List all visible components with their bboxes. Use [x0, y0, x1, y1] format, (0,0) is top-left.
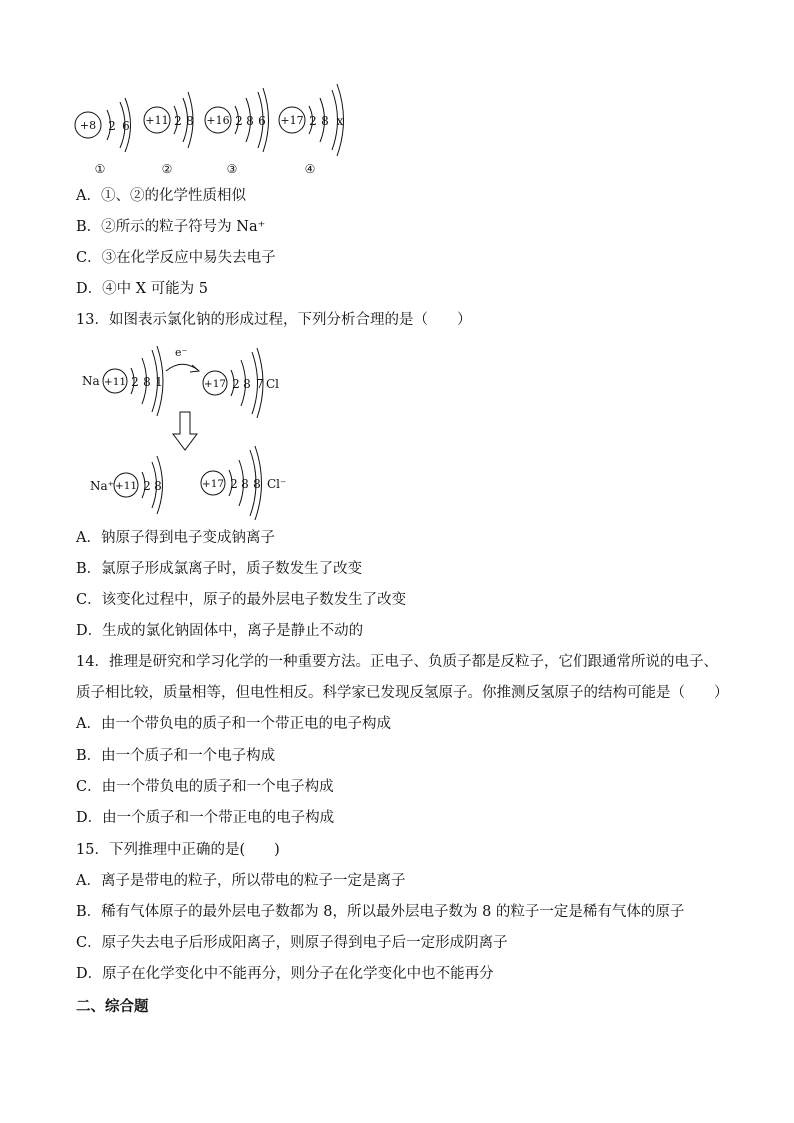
atom-3-nucleus: +16 — [206, 114, 230, 127]
q14-option-a: A．由一个带负电的质子和一个带正电的电子构成 — [76, 716, 391, 732]
q15-stem: 15．下列推理中正确的是( ) — [76, 842, 280, 858]
atom-diagram-4 — [279, 84, 344, 176]
down-arrow-icon — [173, 412, 197, 450]
q15-option-c: C．原子失去电子后形成阳离子，则原子得到电子后一定形成阴离子 — [76, 935, 508, 951]
atom-4-shell-2: 8 — [321, 114, 329, 128]
cl-ion-label: Cl⁻ — [267, 477, 287, 491]
atom-2-shell-1: 2 — [174, 114, 182, 128]
na-ion-label: Na⁺ — [90, 479, 114, 493]
cl-ion-nucleus: +17 — [201, 478, 225, 490]
chlorine-atom — [203, 348, 279, 418]
atom-1-shell-1: 2 — [108, 119, 116, 133]
q14-stem-line-1: 14．推理是研究和学习化学的一种重要方法。正电子、负质子都是反粒子，它们跟通常所说的电子、 — [76, 654, 718, 670]
atom-diagram-3 — [205, 88, 269, 176]
atom-3-label: ③ — [226, 162, 238, 176]
atom-4-shell-1: 2 — [309, 114, 317, 128]
atom-1-nucleus: +8 — [79, 119, 97, 132]
atom-1-shell-2: 6 — [122, 119, 130, 133]
atom-diagram-2 — [144, 92, 194, 176]
atom-3-shell-1: 2 — [235, 114, 243, 128]
atom-4-shell-3: x — [336, 114, 344, 128]
q14-option-b: B．由一个质子和一个电子构成 — [76, 748, 276, 764]
q12-option-d: D．④中 X 可能为 5 — [76, 281, 209, 297]
cl-nucleus: +17 — [203, 378, 227, 390]
atom-4-label: ④ — [304, 162, 316, 176]
atom-structure-diagrams — [70, 80, 370, 180]
q12-option-c: C．③在化学反应中易失去电子 — [76, 250, 276, 266]
atom-1-label: ① — [94, 162, 106, 176]
electron-transfer-arrow — [166, 346, 199, 372]
q15-option-b: B．稀有气体原子的最外层电子数都为 8，所以最外层电子数为 8 的粒子一定是稀有气体的原子 — [76, 904, 685, 920]
cl-ion-shell-1: 2 — [230, 477, 238, 491]
cl-shell-3: 7 — [256, 377, 264, 391]
atom-3-shell-2: 8 — [246, 114, 254, 128]
q14-option-c: C．由一个带负电的质子和一个电子构成 — [76, 779, 334, 795]
cl-ion-shell-3: 8 — [253, 477, 261, 491]
q12-option-a: A．①、②的化学性质相似 — [76, 188, 246, 204]
na-ion-shell-2: 8 — [154, 479, 162, 493]
na-shell-3: 1 — [155, 375, 163, 389]
q15-option-a: A．离子是带电的粒子，所以带电的粒子一定是离子 — [76, 873, 406, 889]
chloride-ion — [201, 446, 286, 520]
sodium-chloride-formation-diagram — [80, 338, 300, 520]
atom-2-shell-2: 8 — [186, 114, 194, 128]
q14-option-d: D．由一个质子和一个带正电的电子构成 — [76, 810, 335, 826]
na-label: Na — [82, 374, 100, 388]
atom-diagram-1 — [75, 98, 131, 176]
q13-option-b: B．氯原子形成氯离子时，质子数发生了改变 — [76, 561, 363, 577]
cl-shell-1: 2 — [232, 377, 240, 391]
q13-option-d: D．生成的氯化钠固体中，离子是静止不动的 — [76, 623, 364, 639]
cl-label: Cl — [266, 377, 280, 391]
na-shell-2: 8 — [143, 375, 151, 389]
atom-3-shell-3: 6 — [258, 114, 266, 128]
atom-2-label: ② — [161, 162, 173, 176]
cl-shell-2: 8 — [243, 377, 251, 391]
na-nucleus: +11 — [103, 376, 127, 388]
q13-stem: 13．如图表示氯化钠的形成过程，下列分析合理的是（ ） — [76, 312, 472, 328]
na-shell-1: 2 — [131, 375, 139, 389]
sodium-atom — [82, 346, 163, 416]
q14-stem-line-2: 质子相比较，质量相等，但电性相反。科学家已发现反氢原子。你推测反氢原子的结构可能是（ ） — [76, 685, 729, 701]
na-ion-nucleus: +11 — [114, 480, 138, 492]
q12-option-b: B．②所示的粒子符号为 Na⁺ — [76, 219, 266, 235]
section-2-title: 二、综合题 — [76, 999, 149, 1015]
q13-option-c: C．该变化过程中，原子的最外层电子数发生了改变 — [76, 592, 407, 608]
atom-2-nucleus: +11 — [145, 114, 169, 127]
q15-option-d: D．原子在化学变化中不能再分，则分子在化学变化中也不能再分 — [76, 966, 494, 982]
cl-ion-shell-2: 8 — [241, 477, 249, 491]
atom-4-nucleus: +17 — [280, 114, 304, 127]
electron-label: e⁻ — [175, 346, 188, 359]
q13-option-a: A．钠原子得到电子变成钠离子 — [76, 530, 275, 546]
na-ion-shell-1: 2 — [143, 479, 151, 493]
sodium-ion — [90, 456, 163, 514]
